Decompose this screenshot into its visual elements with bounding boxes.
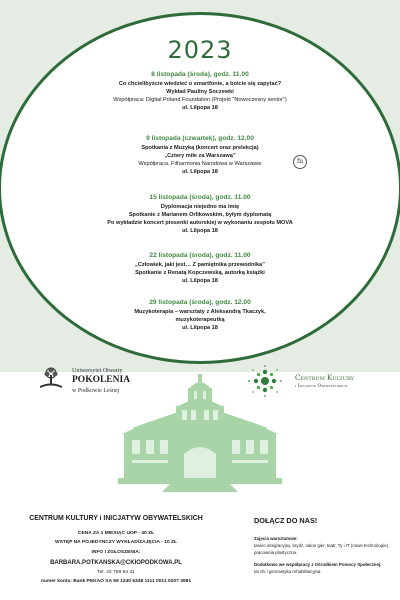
event-date: 8 listopada (środa), godz. 11.00 bbox=[151, 71, 249, 78]
join-workshops-label: Zajęcia warsztatowe: bbox=[254, 536, 298, 541]
event-place: ul. Lilpopa 18 bbox=[182, 228, 218, 234]
event-date: 15 listopada (środa), godz. 11.00 bbox=[149, 194, 251, 201]
footer-info-label: INFO I ZGŁOSZENIA: bbox=[91, 550, 141, 555]
footer-price-month: CENA ZA 1 MIESIĄC UOP - 40 ZŁ bbox=[77, 531, 155, 536]
join-workshops-text: taniec integracyjny, brydż, salon gier, teatr, Ty i IT (nowe technologie), pracownia plastyczna. bbox=[254, 543, 390, 555]
footer-title: CENTRUM KULTURY i INICJATYW OBYWATELSKICH bbox=[29, 515, 203, 522]
event-subtitle: Wykład Pauliny Soczewki bbox=[166, 89, 234, 95]
event-title: Co chcielibyście wiedzieć o smartfonie, a boicie się zapytać? bbox=[118, 81, 282, 87]
year-heading: 2023 bbox=[167, 36, 233, 64]
uop-line-2: POKOLENIA bbox=[72, 375, 131, 385]
uop-line-3: w Podkowie Leśnej bbox=[72, 388, 120, 394]
join-title: DOŁĄCZ DO NAS! bbox=[254, 516, 318, 525]
event-date: 22 listopada (środa), godz. 11.00 bbox=[149, 252, 251, 259]
tree-book-icon bbox=[38, 367, 64, 389]
event-partner: Współpraca. Filharmonia Narodowa w Warszawie bbox=[138, 161, 262, 167]
filharmonia-logo-icon: fn bbox=[293, 155, 307, 169]
event-subtitle: „Cztery miłe za Warszawą” bbox=[164, 153, 236, 159]
event-partner: Współpraca: Digital Poland Foundation (Projekt "Nowoczesny senior") bbox=[113, 97, 287, 103]
footer-phone: Tel. 22 758 94 41 bbox=[97, 570, 135, 575]
event-place: ul. Lilpopa 18 bbox=[182, 105, 218, 111]
ck-name: Centrum Kultury bbox=[295, 374, 354, 382]
event-4 bbox=[70, 251, 330, 285]
uop-line-1: Uniwersytet Otwarty bbox=[72, 368, 123, 374]
event-subtitle: Po wykładzie koncert piosenki autorskiej w wykonaniu zespołu MOVA bbox=[107, 220, 293, 226]
event-title: Dyplomacja niejedno ma imię bbox=[160, 204, 240, 210]
footer-email-link[interactable]: BARBARA.POTKANSKA@CKIOPODKOWA.PL bbox=[50, 560, 182, 566]
footer-price-single: WSTĘP NA POJEDYNCZY WYKŁAD/ZAJĘCIA - 10 ZŁ bbox=[54, 540, 177, 545]
event-place: ul. Lilpopa 18 bbox=[182, 325, 218, 331]
event-title: „Człowiek, jaki jest… Z pamiętnika przewodnika” bbox=[135, 262, 265, 268]
event-3 bbox=[70, 193, 330, 235]
join-extra-text: tai chi i gimnastyka rehabilitacyjna. bbox=[254, 569, 322, 574]
event-date: 29 listopada (środa), godz. 12.00 bbox=[149, 299, 251, 306]
footer-bank-account: numer konta: Bank PEKAO SA 59 1240 6348 1111 0011 0207 3981 bbox=[40, 579, 192, 584]
event-place: ul. Lilpopa 18 bbox=[182, 169, 218, 175]
event-subtitle: Spotkanie z Marianem Orlikowskim, byłym dyplomatą bbox=[128, 212, 272, 218]
event-title: Muzykoterapia – warsztaty z Aleksandrą Tkaczyk, bbox=[134, 309, 266, 315]
event-1 bbox=[70, 70, 330, 112]
event-place: ul. Lilpopa 18 bbox=[182, 278, 218, 284]
ck-subtitle: i Inicjatyw Obywatelskich bbox=[295, 384, 348, 389]
event-subtitle: muzykoterapeutką bbox=[175, 317, 225, 323]
building-illustration bbox=[118, 372, 282, 492]
event-date: 9 listopada (czwartek), godz. 12.00 bbox=[146, 135, 254, 142]
join-extra-label: Dodatkowo we współpracy z Ośrodkiem Pomocy Społecznej: bbox=[254, 562, 382, 567]
event-2 bbox=[70, 134, 330, 176]
event-subtitle: Spotkanie z Renatą Kopczewską, autorką książki bbox=[135, 270, 265, 276]
event-5 bbox=[70, 298, 330, 332]
event-title: Spotkania z Muzyką (koncert oraz prelekcja) bbox=[141, 145, 259, 151]
